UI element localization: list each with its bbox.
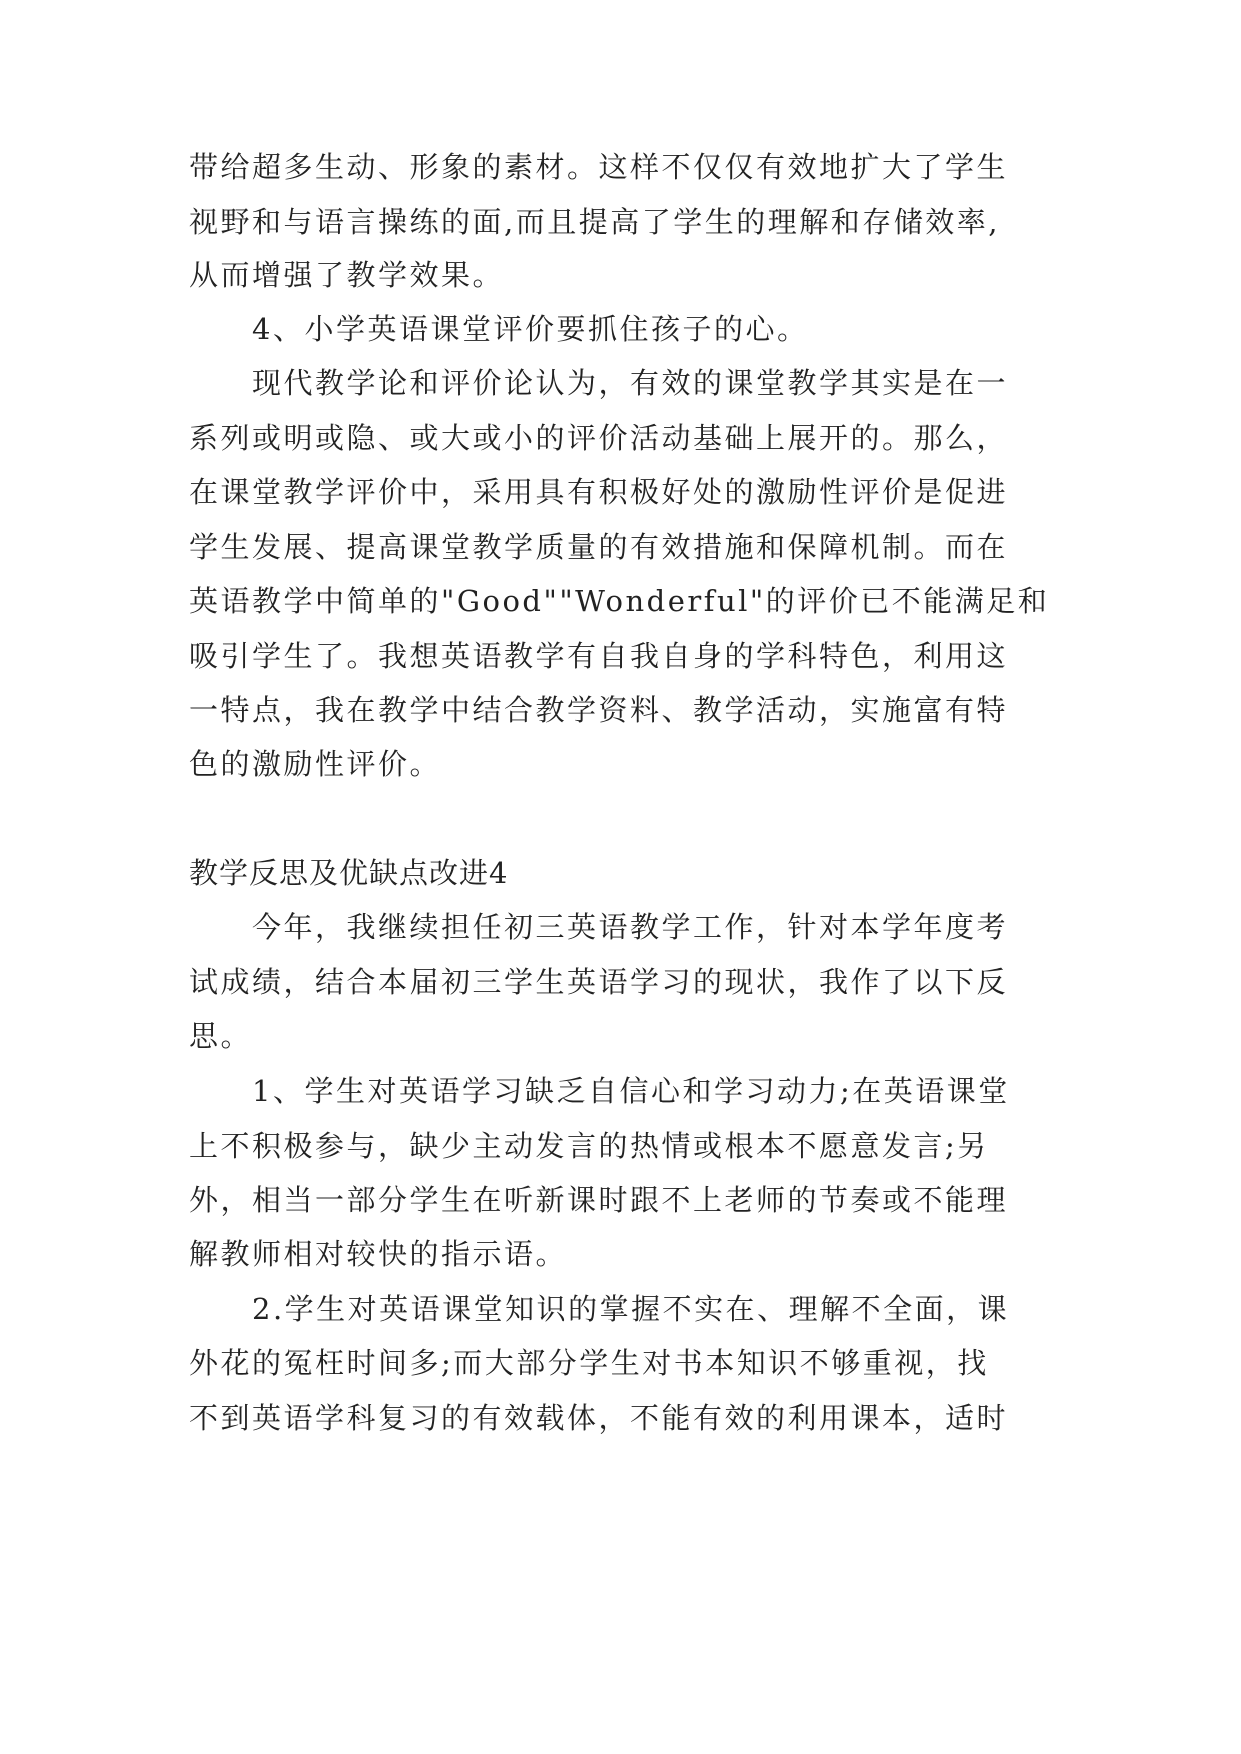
paragraph-line: 外花的冤枉时间多;而大部分学生对书本知识不够重视，找 [189, 1346, 989, 1380]
paragraph-line: 在课堂教学评价中，采用具有积极好处的激励性评价是促进 [189, 475, 1009, 509]
paragraph-line: 带给超多生动、形象的素材。这样不仅仅有效地扩大了学生 [189, 150, 1009, 184]
paragraph-line: 外，相当一部分学生在听新课时跟不上老师的节奏或不能理 [189, 1183, 1009, 1217]
paragraph-line: 1、学生对英语学习缺乏自信心和学习动力;在英语课堂 [252, 1074, 1010, 1108]
paragraph-line: 吸引学生了。我想英语教学有自我自身的学科特色，利用这 [189, 639, 1009, 673]
point-4-heading: 4、小学英语课堂评价要抓住孩子的心。 [252, 312, 809, 346]
paragraph-line: 英语教学中简单的"Good""Wonderful"的评价已不能满足和 [189, 584, 1050, 618]
section-title: 教学反思及优缺点改进4 [189, 856, 509, 890]
paragraph-line: 一特点，我在教学中结合教学资料、教学活动，实施富有特 [189, 693, 1009, 727]
paragraph-line: 解教师相对较快的指示语。 [189, 1237, 568, 1271]
paragraph-line: 学生发展、提高课堂教学质量的有效措施和保障机制。而在 [189, 530, 1009, 564]
paragraph-line: 视野和与语言操练的面,而且提高了学生的理解和存储效率, [189, 205, 1000, 239]
paragraph-line: 现代教学论和评价论认为，有效的课堂教学其实是在一 [252, 366, 1009, 400]
paragraph-line: 思。 [189, 1019, 253, 1053]
paragraph-line: 不到英语学科复习的有效载体，不能有效的利用课本，适时 [189, 1401, 1009, 1435]
paragraph-line: 色的激励性评价。 [189, 747, 442, 781]
paragraph-line: 试成绩，结合本届初三学生英语学习的现状，我作了以下反 [189, 965, 1009, 999]
paragraph-line: 系列或明或隐、或大或小的评价活动基础上展开的。那么， [189, 421, 1009, 455]
paragraph-line: 从而增强了教学效果。 [189, 258, 505, 292]
paragraph-line: 今年，我继续担任初三英语教学工作，针对本学年度考 [252, 910, 1009, 944]
paragraph-line: 上不积极参与，缺少主动发言的热情或根本不愿意发言;另 [189, 1129, 989, 1163]
paragraph-line: 2.学生对英语课堂知识的掌握不实在、理解不全面，课 [252, 1292, 1010, 1326]
